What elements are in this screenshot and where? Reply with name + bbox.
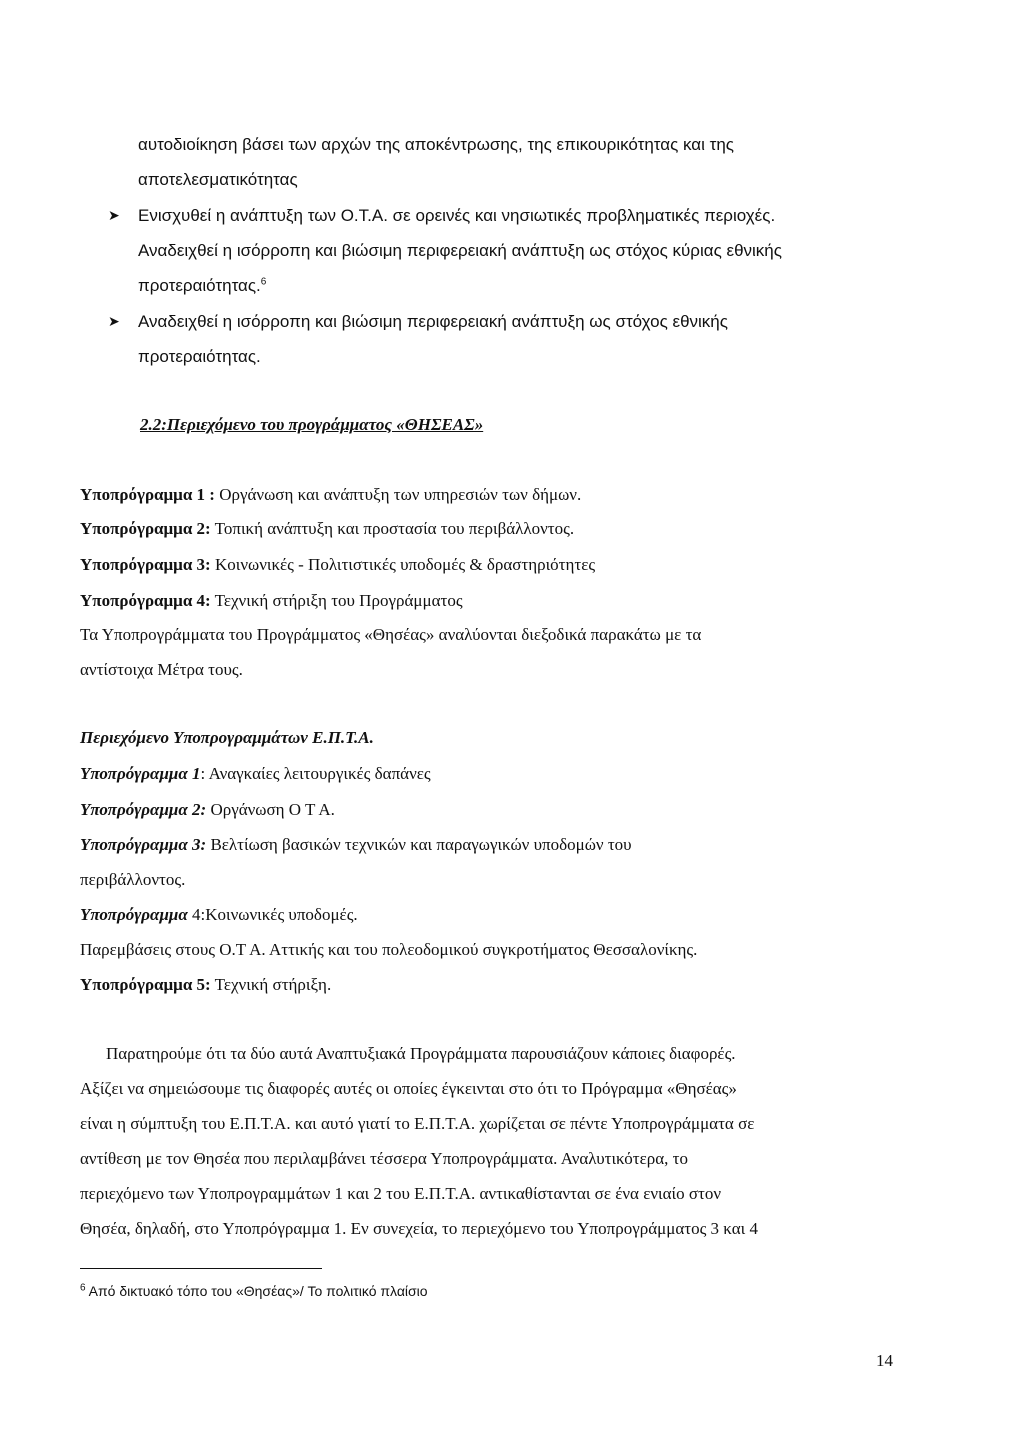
comparison-line-6: Θησέα, δηλαδή, στο Υποπρόγραμμα 1. Εν συνεχεία, το περιεχόμενο του Υποπρογράμματος 3 και 4: [80, 1219, 758, 1238]
comparison-line-5: περιεχόμενο των Υποπρογραμμάτων 1 και 2 του Ε.Π.Τ.Α. αντικαθίστανται σε ένα ενιαίο στον: [80, 1184, 722, 1203]
footnote: $^6$ Από δικτυακό τόπο του «Θησέας»/ Το πολιτικό πλαίσιο: [80, 1282, 428, 1299]
footnote-divider: [80, 1268, 322, 1269]
theseus-subprogram-1: Υποπρόγραμμα 1 : Οργάνωση και ανάπτυξη των υπηρεσιών των δήμων.: [80, 485, 582, 504]
page-number: 14: [876, 1351, 893, 1370]
comparison-line-2: Αξίζει να σημειώσουμε τις διαφορές αυτές οι οποίες έγκεινται στο ότι το Πρόγραμμα «Θησέας»: [80, 1079, 737, 1098]
epta-subprogram-3: Υποπρόγραμμα 3: Βελτίωση βασικών τεχνικών και παραγωγικών υποδομών του: [80, 835, 632, 854]
intro-line-1: αυτοδιοίκηση βάσει των αρχών της αποκέντρωσης, της επικουρικότητας και της: [138, 135, 734, 154]
epta-subprogram-4: Υποπρόγραμμα 4:Κοινωνικές υποδομές.: [80, 905, 358, 924]
epta-subprogram-2: Υποπρόγραμμα 2: Οργάνωση Ο Τ Α.: [80, 800, 335, 819]
section-heading: 2.2:Περιεχόμενο του προγράμματος «ΘΗΣΕΑΣ»: [140, 415, 484, 434]
intro-line-2: αποτελεσματικότητας: [138, 170, 298, 189]
arrow-right-icon: ➤: [108, 314, 120, 330]
comparison-line-3: είναι η σύμπτυξη του Ε.Π.Τ.Α. και αυτό γιατί το Ε.Π.Τ.Α. χωρίζεται σε πέντε Υποπρογράμματα σε: [80, 1114, 755, 1133]
bullet-1-line-1: Ενισχυθεί η ανάπτυξη των Ο.Τ.Α. σε ορεινές και νησιωτικές προβληματικές περιοχές.: [138, 206, 776, 225]
analysis-note-line-2: αντίστοιχα Μέτρα τους.: [80, 660, 243, 679]
bullet-2-line-2: προτεραιότητας.: [138, 347, 261, 366]
theseus-subprogram-4: Υποπρόγραμμα 4: Τεχνική στήριξη του Προγράμματος: [80, 591, 463, 610]
theseus-subprogram-2: Υποπρόγραμμα 2: Τοπική ανάπτυξη και προστασία του περιβάλλοντος.: [80, 519, 575, 538]
analysis-note-line-1: Τα Υποπρογράμματα του Προγράμματος «Θησέας» αναλύονται διεξοδικά παρακάτω με τα: [80, 625, 702, 644]
epta-subprogram-1: Υποπρόγραμμα 1: Αναγκαίες λειτουργικές δαπάνες: [80, 764, 431, 783]
bullet-1-line-2: Αναδειχθεί η ισόρροπη και βιώσιμη περιφερειακή ανάπτυξη ως στόχος κύριας εθνικής: [138, 241, 782, 260]
epta-subprogram-5: Υποπρόγραμμα 5: Τεχνική στήριξη.: [80, 975, 332, 994]
epta-interventions: Παρεμβάσεις στους Ο.Τ Α. Αττικής και του πολεοδομικού συγκροτήματος Θεσσαλονίκης.: [80, 940, 698, 959]
epta-subprogram-3-cont: περιβάλλοντος.: [80, 870, 186, 889]
footnote-ref: 6: [260, 276, 267, 288]
bullet-2-line-1: Αναδειχθεί η ισόρροπη και βιώσιμη περιφερειακή ανάπτυξη ως στόχος εθνικής: [138, 312, 728, 331]
epta-heading: Περιεχόμενο Υποπρογραμμάτων Ε.Π.Τ.Α.: [80, 728, 374, 747]
comparison-line-1: Παρατηρούμε ότι τα δύο αυτά Αναπτυξιακά Προγράμματα παρουσιάζουν κάποιες διαφορές.: [106, 1044, 736, 1063]
arrow-right-icon: ➤: [108, 208, 120, 224]
theseus-subprogram-3: Υποπρόγραμμα 3: Κοινωνικές - Πολιτιστικές υποδομές & δραστηριότητες: [80, 555, 596, 574]
bullet-1-line-3: προτεραιότητας.$^6$: [138, 276, 267, 295]
comparison-line-4: αντίθεση με τον Θησέα που περιλαμβάνει τέσσερα Υποπρογράμματα. Αναλυτικότερα, το: [80, 1149, 688, 1168]
